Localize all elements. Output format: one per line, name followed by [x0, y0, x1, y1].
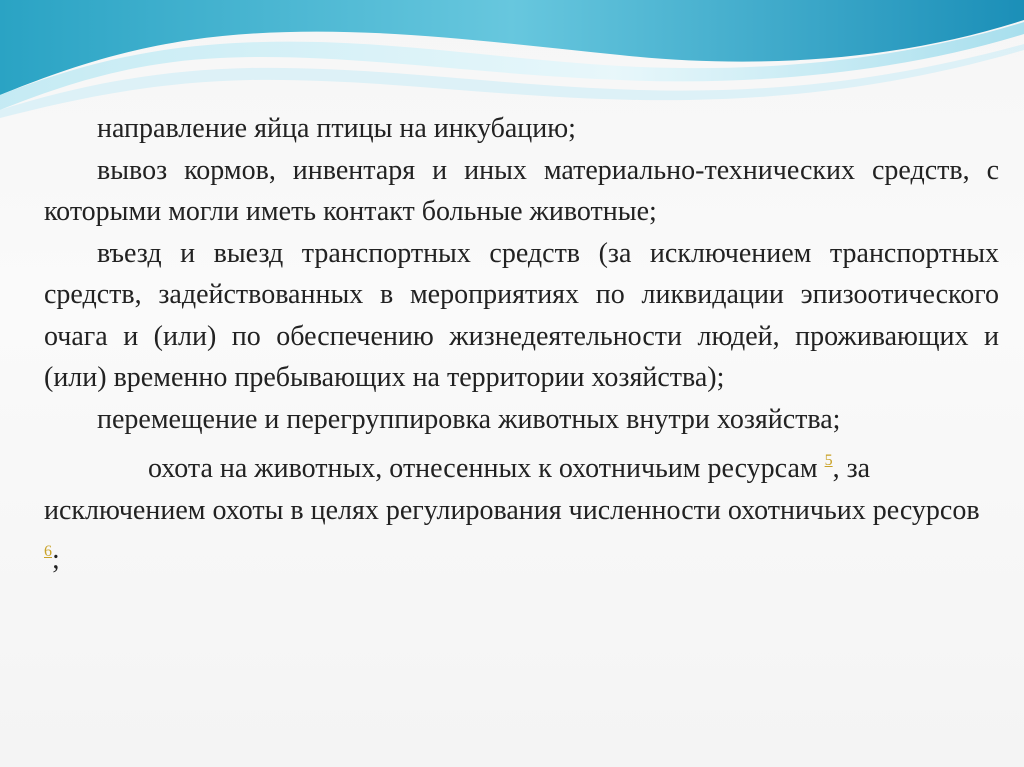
hunting-text-3: ; [52, 544, 60, 575]
body-text [44, 108, 999, 581]
list-item: вывоз кормов, инвентаря и иных материально-технических средств, с которыми могли иметь контакт больные животные; [44, 154, 999, 227]
footnote-link-5[interactable]: 5 [824, 452, 833, 469]
list-item-hunting [44, 440, 999, 581]
list-item: перемещение и перегруппировка животных внутри хозяйства; [97, 403, 841, 435]
wave-decoration [0, 0, 1024, 120]
list-item: направление яйца птицы на инкубацию; [97, 113, 576, 144]
hunting-text-2: , за исключением охоты в целях регулирования численности охотничьих ресурсов [44, 453, 980, 526]
hunting-text-1: охота на животных, отнесенных к охотничьим ресурсам [148, 453, 818, 484]
footnote-link-6[interactable]: 6 [44, 543, 52, 560]
list-item: въезд и выезд транспортных средств (за исключением транспортных средств, задействованных в мероприятиях по ликвидации эпизоотического очага и (или) по обеспечению жизнедеятельности людей, проживающих и (или) временно пребывающих на территории хозяйства); [44, 237, 999, 393]
